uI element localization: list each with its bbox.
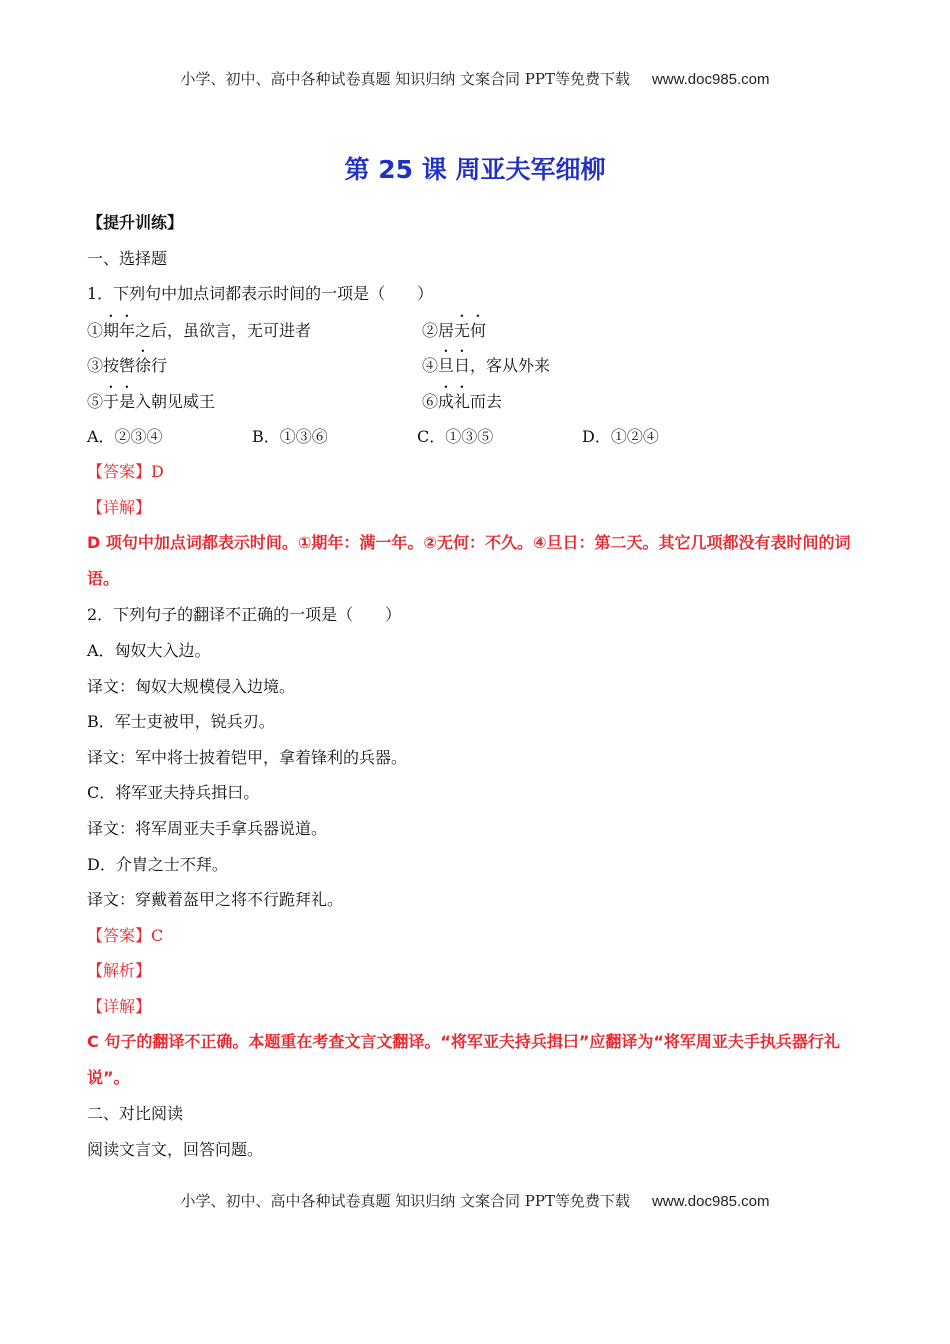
q2-line: 译文：军中将士披着铠甲，拿着锋利的兵器。 (87, 747, 408, 767)
q1-detail-label: 【详解】 (87, 497, 152, 517)
q2-detail: C 句子的翻译不正确。本题重在考查文言文翻译。“将军亚夫持兵揖曰”应翻译为“将军周亚夫手执兵器行礼说”。 (87, 1032, 840, 1088)
q1-item: ⑤于是入朝见威王 (87, 391, 216, 411)
q1-items-row (87, 383, 862, 419)
footer-url[interactable]: www.doc985.com (651, 1193, 770, 1210)
q1-options (87, 419, 862, 455)
q2-analysis-label: 【解析】 (87, 961, 152, 981)
page-title: 第 25 课 周亚夫军细柳 (344, 155, 606, 184)
q1-option-c: C．①③⑤ (417, 426, 494, 446)
q1-option-a: A．②③④ (87, 426, 163, 446)
q1-option-d: D．①②④ (582, 426, 659, 446)
q1-items-row (87, 312, 862, 348)
q1-item: ⑥成礼而去 (422, 391, 503, 411)
q2-answer: 【答案】C (87, 925, 164, 945)
header-text: 小学、初中、高中各种试卷真题 知识归纳 文案合同 PPT等免费下载 (180, 70, 630, 88)
q1-item: ②居无何 (422, 320, 487, 340)
q2-line: D．介胄之士不拜。 (87, 854, 228, 874)
q1-item: ③按辔徐行 (87, 356, 168, 376)
part1-heading: 一、选择题 (87, 248, 168, 268)
q1-detail: D 项句中加点词都表示时间。①期年：满一年。②无何：不久。④旦日：第二天。其它几项都没有表时间的词语。 (87, 533, 851, 589)
q1-items-row (87, 347, 862, 383)
part2-heading: 二、对比阅读 (87, 1104, 184, 1124)
q1-stem: 1．下列句中加点词都表示时间的一项是（ ） (87, 284, 434, 304)
q1-item: ④旦日，客从外来 (422, 356, 551, 376)
q1-item: ①期年之后，虽欲言，无可进者 (87, 320, 312, 340)
reading-instruction: 阅读文言文，回答问题。 (87, 1140, 264, 1160)
q2-detail-label: 【详解】 (87, 996, 152, 1016)
q2-line: C．将军亚夫持兵揖曰。 (87, 783, 260, 803)
section-tag: 【提升训练】 (87, 213, 184, 232)
q2-line: A．匈奴大入边。 (87, 640, 211, 660)
document-body (87, 205, 862, 1168)
page-footer (0, 1190, 950, 1211)
q2-line: 译文：匈奴大规模侵入边境。 (87, 676, 296, 696)
page-header (0, 68, 950, 89)
header-url[interactable]: www.doc985.com (651, 71, 770, 88)
q2-line: B．军士吏被甲，锐兵刃。 (87, 712, 275, 732)
q1-option-b: B．①③⑥ (252, 426, 328, 446)
q2-line: 译文：穿戴着盔甲之将不行跪拜礼。 (87, 890, 344, 910)
q1-answer: 【答案】D (87, 462, 164, 482)
q2-line: 译文：将军周亚夫手拿兵器说道。 (87, 818, 328, 838)
footer-text: 小学、初中、高中各种试卷真题 知识归纳 文案合同 PPT等免费下载 (180, 1192, 630, 1210)
q2-stem: 2．下列句子的翻译不正确的一项是（ ） (87, 605, 402, 625)
